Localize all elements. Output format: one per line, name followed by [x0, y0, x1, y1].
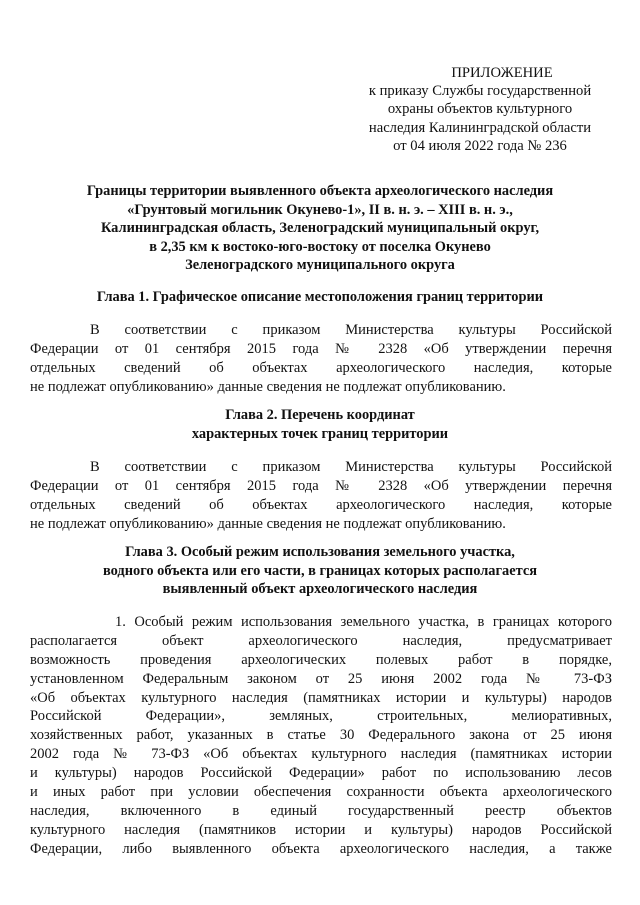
- chapter-heading-line: выявленный объект археологического наследия: [162, 581, 478, 598]
- chapter-heading-line: Глава 2. Перечень координат: [225, 407, 415, 423]
- paragraph-line: «Об объектах культурного наследия (памятниках истории и культуры) народов: [30, 689, 612, 706]
- paragraph-line: отдельных сведений об объектах археологического наследия, которые: [30, 359, 612, 376]
- chapter-2-heading: [30, 406, 610, 443]
- appendix-block: [350, 64, 610, 155]
- appendix-line: охраны объектов культурного: [387, 101, 573, 118]
- document-title: [30, 182, 610, 275]
- paragraph-line: хозяйственных работ, указанных в статье 30 Федерального закона от 25 июня: [30, 727, 612, 744]
- chapter-2-paragraph: [30, 458, 612, 534]
- paragraph-line: культурного наследия (памятников истории и культуры) народов Российской: [30, 821, 612, 838]
- chapter-heading-line: Глава 3. Особый режим использования земельного участка,: [125, 544, 515, 560]
- chapter-heading-line: характерных точек границ территории: [191, 425, 449, 442]
- document-title-line: Калининградская область, Зеленоградский муниципальный округ,: [100, 220, 540, 237]
- paragraph-line: и иных работ при условии обеспечения сохранности объекта археологического: [30, 784, 612, 801]
- document-title-line: «Грунтовый могильник Окунево-1», II в. н. э. – XIII в. н. э.,: [127, 201, 513, 218]
- paragraph-line: возможность проведения археологических полевых работ в порядке,: [30, 651, 612, 668]
- paragraph-line: 1. Особый режим использования земельного участка, в границах которого: [115, 614, 612, 630]
- appendix-line: наследия Калининградской области: [368, 119, 592, 136]
- chapter-heading-line: водного объекта или его части, в границах которых располагается: [102, 562, 538, 579]
- paragraph-line: В соответствии с приказом Министерства культуры Российской: [90, 322, 612, 338]
- document-title-line: Зеленоградского муниципального округа: [185, 257, 455, 274]
- paragraph-line: 2002 года № 73-ФЗ «Об объектах культурного наследия (памятниках истории: [30, 746, 612, 763]
- paragraph-line: установленном Федеральным законом от 25 июня 2002 года № 73-ФЗ: [30, 670, 612, 687]
- paragraph-line: и культуры) народов Российской Федерации» работ по использованию лесов: [30, 765, 612, 782]
- paragraph-line: располагается объект археологического наследия, предусматривает: [30, 632, 612, 649]
- paragraph-line: Федерации, либо выявленного объекта археологического наследия, а также: [30, 840, 612, 857]
- paragraph-line: наследия, включенного в единый государственный реестр объектов: [30, 802, 612, 819]
- chapter-heading-line: Глава 1. Графическое описание местоположения границ территории: [96, 289, 544, 305]
- appendix-line: от 04 июля 2022 года № 236: [393, 137, 567, 154]
- chapter-3-paragraph: [30, 613, 612, 859]
- document-title-line: в 2,35 км к востоко-юго-востоку от поселка Окунево: [149, 238, 491, 255]
- paragraph-line: не подлежат опубликованию» данные сведения не подлежат опубликованию.: [30, 515, 506, 532]
- paragraph-line: не подлежат опубликованию» данные сведения не подлежат опубликованию.: [30, 378, 506, 395]
- chapter-1-paragraph: [30, 321, 612, 397]
- paragraph-line: Федерации от 01 сентября 2015 года № 2328 «Об утверждении перечня: [30, 477, 612, 494]
- document-title-line: Границы территории выявленного объекта археологического наследия: [86, 183, 554, 199]
- paragraph-line: Российской Федерации», земляных, строительных, мелиоративных,: [30, 708, 612, 725]
- paragraph-line: Федерации от 01 сентября 2015 года № 2328 «Об утверждении перечня: [30, 340, 612, 357]
- appendix-title: ПРИЛОЖЕНИЕ: [451, 65, 553, 81]
- paragraph-line: В соответствии с приказом Министерства культуры Российской: [90, 459, 612, 475]
- chapter-1-heading: [30, 288, 610, 307]
- appendix-line: к приказу Службы государственной: [368, 83, 592, 100]
- chapter-3-heading: [30, 543, 610, 599]
- paragraph-line: отдельных сведений об объектах археологического наследия, которые: [30, 496, 612, 513]
